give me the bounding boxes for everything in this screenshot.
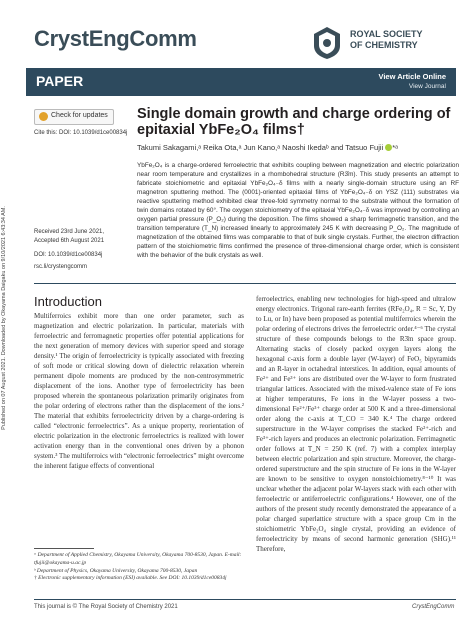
abstract: YbFe₂O₄ is a charge-ordered ferroelectric that exhibits coupling between magnetization and electric polarization near room temperature and crystallizes in a rhombohedral structure (R3̄m). This study presents an attempt to fabricate stoichiometric and epitaxial YbFe₂O₄₋δ films with a nearly single-domain structure using an RF magnetron sputtering method. The (0001)-oriented epitaxial films of YbFe₂O₄₋δ on YSZ (111) substrates via reactive sputtering method exhibited clear three-fold symmetry normal to the substrate without the formation of twin domains rotated by 60°. The oxygen stoichiometry of the epitaxial YbFe₂O₄₋δ was improved by controlling an oxygen partial pressure (P_O₂) during the deposition. The films showed a sharp ferrimagnetic transition, and the transition temperature (T_N) increased linearly to approximately 245 K with decreasing P_O₂. The magnitude of magnetization of the obtained films was comparable to that of bulk single crystals. Further, the electron diffraction pattern of the stoichiometric films confirmed the presence of three-dimensional charge order, which is consistent with the behavior of the bulk crystals as well. <box>137 162 459 260</box>
footnote-esi: † Electronic supplementary information (ESI) available. See DOI: 10.1039/d1ce00834j <box>34 575 227 582</box>
received-dates <box>34 228 104 246</box>
publisher-name-line2: OF CHEMISTRY <box>350 40 418 50</box>
article-title-line2: epitaxial YbFe₂O₄ films† <box>137 122 305 138</box>
received-date: Received 23rd June 2021, <box>34 229 105 235</box>
accepted-date: Accepted 6th August 2021 <box>34 238 105 244</box>
footer-copyright: This journal is © The Royal Society of Chemistry 2021 <box>34 604 178 610</box>
rsc-logo[interactable] <box>312 24 454 64</box>
article-title-line1: Single domain growth and charge ordering of <box>137 106 451 122</box>
check-updates-icon <box>39 112 48 121</box>
journal-title[interactable]: CrystEngComm <box>34 26 197 51</box>
article-title <box>137 106 457 138</box>
doi-link[interactable]: DOI: 10.1039/d1ce00834j <box>34 252 103 258</box>
sidebar-text: Published on 07 August 2021. Downloaded by Okayama Daigaku on 9/10/2021 6:43:34 AM. <box>1 206 7 430</box>
footnote-affiliation-b: ᵇ Department of Physics, Okayama University, Okayama 700-8530, Japan <box>34 567 198 574</box>
section-heading-introduction: Introduction <box>34 294 102 309</box>
section-divider <box>34 283 456 284</box>
sidebar-download-notice <box>0 168 10 468</box>
footnote-affiliation-a: ᵃ Department of Applied Chemistry, Okayama University, Okayama 700-8530, Japan. E-mail: tfujii@okayama-u.ac.jp <box>34 552 242 566</box>
check-for-updates-button[interactable] <box>34 109 114 125</box>
article-type-bar <box>26 68 456 96</box>
corresponding-mark: *ᵃ <box>392 143 398 152</box>
journal-short-link[interactable]: rsc.li/crystengcomm <box>34 264 88 270</box>
publisher-name <box>350 29 423 51</box>
body-column-left: Multiferroics exhibit more than one order parameter, such as magnetization and electric polarization. In particular, materials with ferroelectric and ferromagnetic properties offer potential applications for the next generation of memory devices with superior speed and storage density.¹ The origin of ferroelectricity is typically associated with freezing of soft mode or critical slowing down of dielectric relaxation wherein permanent dipole moments are produced by the non-centrosymmetric displacement of the ions. Another type of ferroelectricity has been proposed wherein the spontaneous polarization primarily originates from the polar ordering of electrons rather than the displacement of the ions.² The material that exhibits ferroelectricity driven by a charge-ordering is called “electronic ferroelectrics”. As a unique property, reorientation of electric polarization in the electronic ferroelectrics is realized with lower activation energy than in the conventional ones driven by a phonon system.³ The multiferroics with “electronic ferroelectrics” might overcome the inherent fatigue effects of conventional <box>34 312 244 470</box>
authors-text: Takumi Sakagami,ᵃ Reika Ota,ᵃ Jun Kano,ᵃ Naoshi Ikedaᵇ and Tatsuo Fujii <box>137 143 384 152</box>
footer-divider <box>34 599 456 600</box>
footnotes <box>34 552 244 583</box>
view-article-online-link[interactable]: View Article Online <box>378 72 446 81</box>
cite-doi: Cite this: DOI: 10.1039/d1ce00834j <box>34 130 128 136</box>
rsc-crest-icon <box>312 26 342 60</box>
footnote-rule <box>34 548 94 549</box>
footer-journal: CrystEngComm <box>412 604 455 610</box>
check-updates-label: Check for updates <box>51 112 108 119</box>
article-type-label: PAPER <box>36 73 84 89</box>
view-journal-link[interactable]: View Journal <box>408 83 446 90</box>
publisher-name-line1: ROYAL SOCIETY <box>350 29 423 39</box>
author-list <box>137 143 457 152</box>
body-column-right: ferroelectrics, enabling new technologies for high-speed and ultralow energy electronics. Trigonal rare-earth ferrites (RFe₂O₄, R = Sc, Y, Dy to Lu, or In) have been proposed as potential multiferroics wherein the polar ordering of electrons drives the ferroelectric order.⁴⁻⁶ The crystal structure of these compounds belongs to the R3̄m space group. Alternating stacks of closely packed oxygen layers along the hexagonal c-axis form a double layer (W-layer) of FeO₅ bipyramids and an R-layer in octahedral interstices. In addition, equal amounts of Fe²⁺ and Fe³⁺ ions are distributed over the W-layer to form frustrated triangular lattices. Associated with the mixed-valence state of Fe ions at higher temperatures, Fe ions in the W-layer possess a two-dimensional Fe²⁺/Fe³⁺ charge order at 500 K and a three-dimensional order along the c-axis at T_CO = 340 K.⁴ The charge ordered superstructure in the W-layer comprises the stacked Fe²⁺-rich and Fe³⁺-rich layers and produces an electronic polarization. Ferrimagnetic order follows at T_N = 250 K (ref. 7) with a complex interplay between electric polarization and spin structure. Moreover, the charge-ordered superstructure and the spin structure of Fe ions in the W-layer are known to be sensitive to oxygen nonstoichiometry.⁸⁻¹⁰ It was unclear whether the adjacent polar W-layers stack with each other with ferroelectric or antiferroelectric configurations.⁴ However, one of the authors of the present study recently demonstrated the appearance of a polar charged superlattice structure with a space group Cm in the stoichiometric YbFe₂O₄ single crystal, providing an evidence of ferroelectricity by means of second harmonic generation (SHG).¹¹ Therefore, <box>256 295 456 553</box>
